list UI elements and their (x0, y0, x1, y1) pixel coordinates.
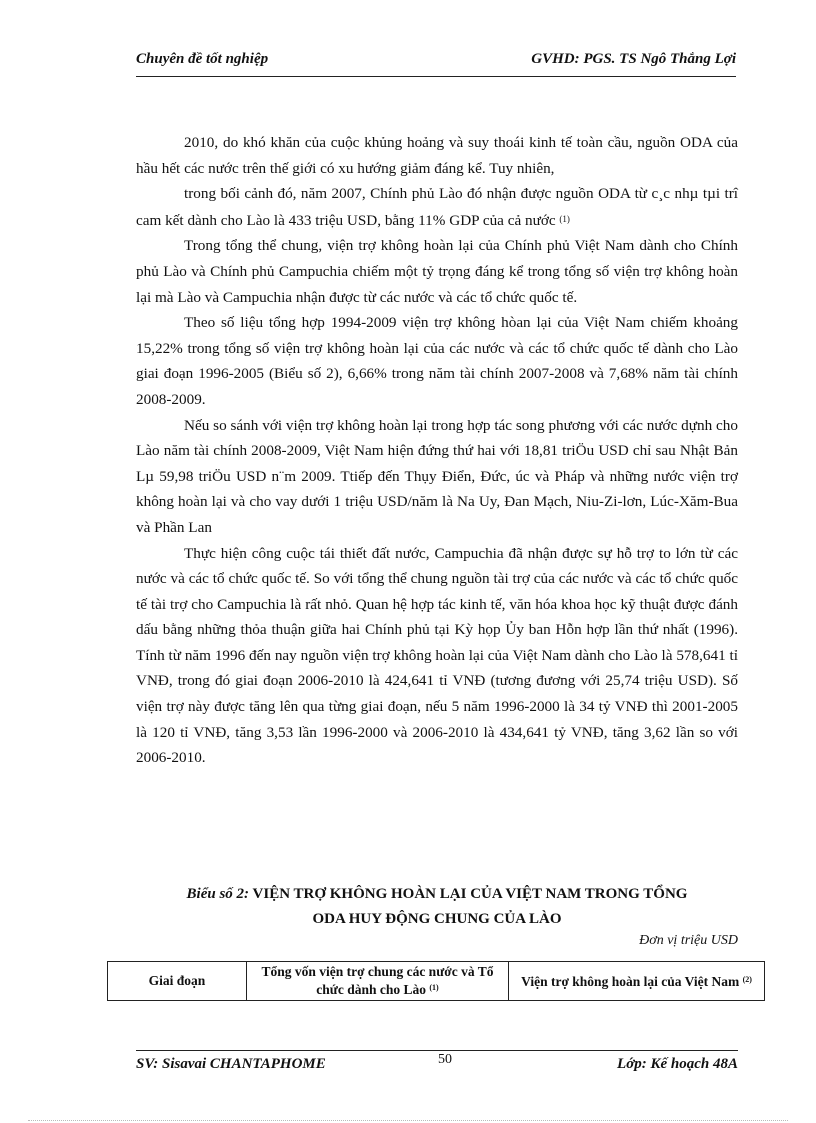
caption-title-line1: VIỆN TRỢ KHÔNG HOÀN LẠI CỦA VIỆT NAM TRONG TỔNG (249, 886, 688, 902)
footer-class: Lớp: Kế hoạch 48A (617, 1056, 738, 1072)
table-header-cell: Viện trợ không hoàn lại của Việt Nam $^{(2)}$ (509, 962, 765, 1001)
table-header-cell: Giai đoạn (108, 962, 247, 1001)
table-caption (136, 882, 738, 932)
page-edge-dotted-line (28, 1120, 788, 1121)
page-number: 50 (438, 1052, 452, 1067)
caption-label: Biểu số 2: (186, 886, 250, 902)
page-footer (136, 1050, 738, 1081)
table-header-row (108, 962, 765, 1001)
table-header-cell: Tổng vốn viện trợ chung các nước và Tổ chức dành cho Lào $^{(1)}$ (247, 962, 509, 1001)
footnote-ref: (1) (559, 213, 570, 224)
paragraph: Theo số liệu tổng hợp 1994-2009 viện trợ không hòan lại của Việt Nam chiếm khoảng 15,22% trong tổng số viện trợ không hoàn lại của các nước và các tổ chức quốc tế dành cho Lào giai đoạn 1996-2005 (Biểu số 2), 6,66% trong năm tài chính 2007-2008 và 7,68% năm tài chính 2008-2009. (136, 314, 738, 408)
caption-title-line2: ODA HUY ĐỘNG CHUNG CỦA LÀO (312, 911, 562, 927)
page-header (136, 48, 736, 77)
header-right: GVHD: PGS. TS Ngô Thắng Lợi (531, 51, 736, 67)
footer-student: SV: Sisavai CHANTAPHOME (136, 1056, 326, 1072)
paragraph: Thực hiện công cuộc tái thiết đất nước, Campuchia đã nhận được sự hỗ trợ to lớn từ các nước và các tổ chức quốc tế. So với tổng thể chung nguồn tài trợ của các nước và các tổ chức quốc tế tài trợ cho Campuchia là rất nhỏ. Quan hệ hợp tác kinh tế, văn hóa khoa học kỹ thuật được đánh dấu bằng những thỏa thuận giữa hai Chính phủ tại Kỳ họp Ủy ban Hỗn hợp lần thứ nhất (1996). Tính từ năm 1996 đến nay nguồn viện trợ không hoàn lại của Việt Nam dành cho Lào là 578,641 tỉ VNĐ, trong đó giai đoạn 2006-2010 là 424,641 tỉ VNĐ (tương đương với 25,74 triệu USD). Số viện trợ này được tăng lên qua từng giai đoạn, nếu 5 năm 1996-2000 là 34 tỷ VNĐ thì 2001-2005 là 120 tỉ VNĐ, tăng 3,53 lần 1996-2000 và 2006-2010 là 434,641 tỷ VNĐ, tăng 3,62 lần so với 2006-2010. (136, 544, 738, 767)
data-table (107, 961, 765, 1001)
paragraph: 2010, do khó khăn của cuộc khủng hoảng và suy thoái kinh tế toàn cầu, nguồn ODA của hầu hết các nước trên thế giới có xu hướng giảm đáng kể. Tuy nhiên, (136, 134, 738, 177)
body-text (136, 130, 738, 771)
paragraph: Trong tổng thể chung, viện trợ không hoàn lại của Chính phủ Việt Nam dành cho Chính phủ Lào và Chính phủ Campuchia chiếm một tỷ trọng đáng kể trong tổng số viện trợ không hoàn lại mà Lào và Campuchia nhận được từ các nước và các tổ chức quốc tế. (136, 237, 738, 306)
unit-label: Đơn vị triệu USD (639, 933, 738, 948)
paragraph: Nếu so sánh với viện trợ không hoàn lại trong hợp tác song phương với các nước dựnh cho Lào năm tài chính 2008-2009, Việt Nam hiện đứng thứ hai với 18,81 triÖu USD chỉ sau Nhật Bản Lµ 59,98 triÖu USD n¨m 2009. Ttiếp đến Thụy Điển, Đức, úc và Pháp và những nước viện trợ không hoàn lại và cho vay dưới 1 triệu USD/năm là Na Uy, Đan Mạch, Niu-Zi-lơn, Lúc-Xăm-Bua và Phần Lan (136, 416, 738, 536)
paragraph: trong bối cảnh đó, năm 2007, Chính phủ Lào đó nhận được nguồn ODA từ c¸c nhµ tµi trî cam kết dành cho Lào là 433 triệu USD, bằng 11% GDP của cả nước $^{(1)}$ (136, 185, 738, 229)
header-left: Chuyên đề tốt nghiệp (136, 51, 269, 67)
